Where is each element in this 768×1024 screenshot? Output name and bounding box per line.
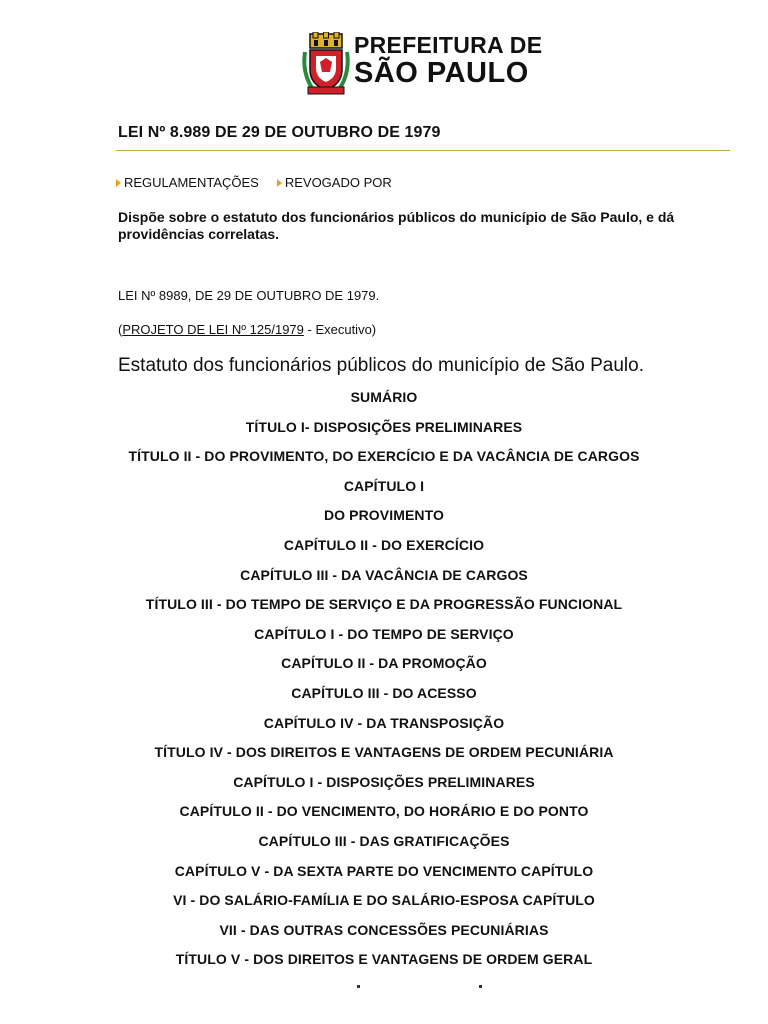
coat-of-arms-icon [302,32,350,96]
title-divider [116,150,730,151]
law-links [116,175,392,190]
toc-item: TÍTULO II - DO PROVIMENTO, DO EXERCÍCIO E DA VACÂNCIA DE CARGOS [128,448,640,465]
prefeitura-logo[interactable] [302,30,552,100]
link-regulamentacoes[interactable] [116,175,259,190]
toc-item: TÍTULO III - DO TEMPO DE SERVIÇO E DA PROGRESSÃO FUNCIONAL [145,596,623,613]
toc-item: TÍTULO V - DOS DIREITOS E VANTAGENS DE ORDEM GERAL [175,951,593,968]
toc-item: CAPÍTULO III - DO ACESSO [291,684,477,701]
toc-item: CAPÍTULO II - DA PROMOÇÃO [281,655,487,672]
toc-item: CAPÍTULO I - DO TEMPO DE SERVIÇO [254,625,514,642]
toc-item: DO PROVIMENTO [323,507,445,524]
logo-line-2: SÃO PAULO [354,57,529,89]
estatuto-heading: Estatuto dos funcionários públicos do município de São Paulo. [118,355,644,376]
toc-item: CAPÍTULO IV - DA TRANSPOSIÇÃO [263,714,505,731]
toc-item: CAPÍTULO II - DO EXERCÍCIO [283,536,485,553]
logo-line-1: PREFEITURA DE [354,32,543,58]
law-title: LEI Nº 8.989 DE 29 DE OUTUBRO DE 1979 [118,124,441,141]
toc-item: VII - DAS OUTRAS CONCESSÕES PECUNIÁRIAS [219,921,549,938]
toc-item: CAPÍTULO I [343,477,425,494]
link-revogado-por[interactable] [277,175,392,190]
toc-item: CAPÍTULO III - DA VACÂNCIA DE CARGOS [240,566,528,583]
law-summary: Dispõe sobre o estatuto dos funcionários públicos do município de São Paulo, e dá providências correlatas. [118,209,675,242]
truncated-text-fragment [355,982,485,990]
toc-item: TÍTULO I- DISPOSIÇÕES PRELIMINARES [245,418,523,435]
toc-item: CAPÍTULO V - DA SEXTA PARTE DO VENCIMENTO CAPÍTULO [174,862,594,879]
logo-wordmark [354,34,542,88]
toc-item: VI - DO SALÁRIO-FAMÍLIA E DO SALÁRIO-ESPOSA CAPÍTULO [173,892,595,909]
projeto-open: ( [118,322,123,337]
arrow-right-icon [277,179,282,187]
table-of-contents [0,388,768,980]
arrow-right-icon [116,179,121,187]
link-label: REGULAMENTAÇÕES [124,175,259,190]
link-label: REVOGADO POR [284,175,392,190]
lei-line: LEI Nº 8989, DE 29 DE OUTUBRO DE 1979. [118,288,380,303]
projeto-rest: - Executivo) [303,322,377,337]
toc-item: TÍTULO IV - DOS DIREITOS E VANTAGENS DE ORDEM PECUNIÁRIA [154,744,614,761]
toc-item: SUMÁRIO [350,389,418,405]
toc-item: CAPÍTULO I - DISPOSIÇÕES PRELIMINARES [233,773,535,790]
toc-item: CAPÍTULO II - DO VENCIMENTO, DO HORÁRIO E DO PONTO [179,803,589,820]
toc-item: CAPÍTULO III - DAS GRATIFICAÇÕES [258,832,510,849]
projeto-line [118,322,376,337]
projeto-de-lei-link[interactable]: PROJETO DE LEI Nº 125/1979 [122,322,304,337]
